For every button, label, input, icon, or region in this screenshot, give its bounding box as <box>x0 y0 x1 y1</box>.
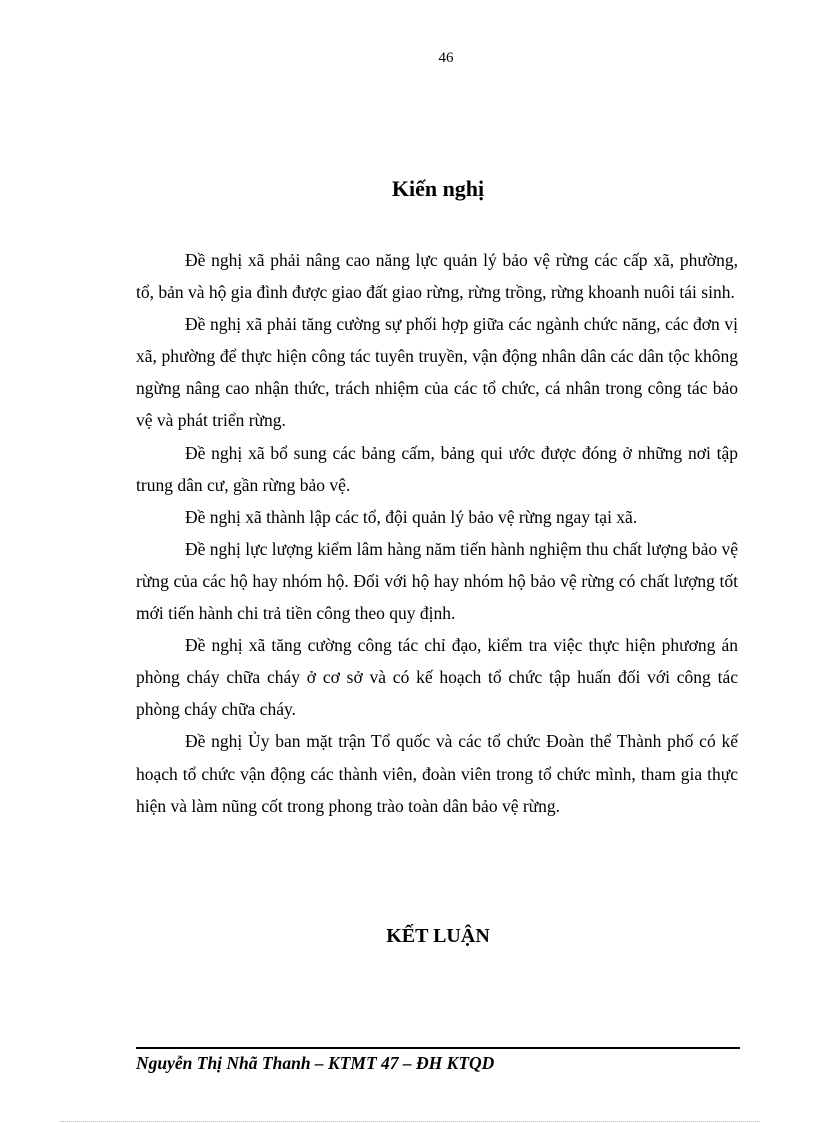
paragraph: Đề nghị xã bổ sung các bảng cấm, bảng qui ước được đóng ở những nơi tập trung dân cư, gần rừng bảo vệ. <box>136 442 738 495</box>
paragraph: Đề nghị Ủy ban mặt trận Tổ quốc và các tổ chức Đoàn thể Thành phố có kế hoạch tổ chức vận động các thành viên, đoàn viên trong tổ chức mình, tham gia thực hiện và làm nũng cốt trong phong trào toàn dân bảo vệ rừng. <box>136 731 738 816</box>
page-number: 46 <box>438 50 454 66</box>
section-title-recommendations: Kiến nghị <box>391 176 485 201</box>
footer-author: Nguyễn Thị Nhã Thanh – KTMT 47 – ĐH KTQD <box>136 1053 495 1073</box>
paragraph: Đề nghị xã thành lập các tổ, đội quản lý bảo vệ rừng ngay tại xã. <box>185 506 638 527</box>
paragraph: Đề nghị xã phải tăng cường sự phối hợp giữa các ngành chức năng, các đơn vị xã, phường để thực hiện công tác tuyên truyền, vận động nhân dân các dân tộc không ngừng nâng cao nhận thức, trách nhiệm của các tổ chức, cá nhân trong công tác bảo vệ và phát triển rừng. <box>136 314 738 431</box>
page-bottom-border <box>60 1121 760 1122</box>
paragraph: Đề nghị xã phải nâng cao năng lực quản lý bảo vệ rừng các cấp xã, phường, tổ, bản và hộ gia đình được giao đất giao rừng, rừng trồng, rừng khoanh nuôi tái sinh. <box>136 250 738 303</box>
paragraph: Đề nghị xã tăng cường công tác chỉ đạo, kiểm tra việc thực hiện phương án phòng cháy chữa cháy ở cơ sở và có kế hoạch tổ chức tập huấn đối với công tác phòng cháy chữa cháy. <box>136 635 738 720</box>
section-title-conclusion: KẾT LUẬN <box>386 925 490 947</box>
paragraph: Đề nghị lực lượng kiểm lâm hàng năm tiến hành nghiệm thu chất lượng bảo vệ rừng của các hộ hay nhóm hộ. Đối với hộ hay nhóm hộ bảo vệ rừng có chất lượng tốt mới tiến hành chi trả tiền công theo quy định. <box>136 538 738 624</box>
recommendations-body <box>136 244 738 822</box>
footer-divider <box>136 1047 740 1049</box>
